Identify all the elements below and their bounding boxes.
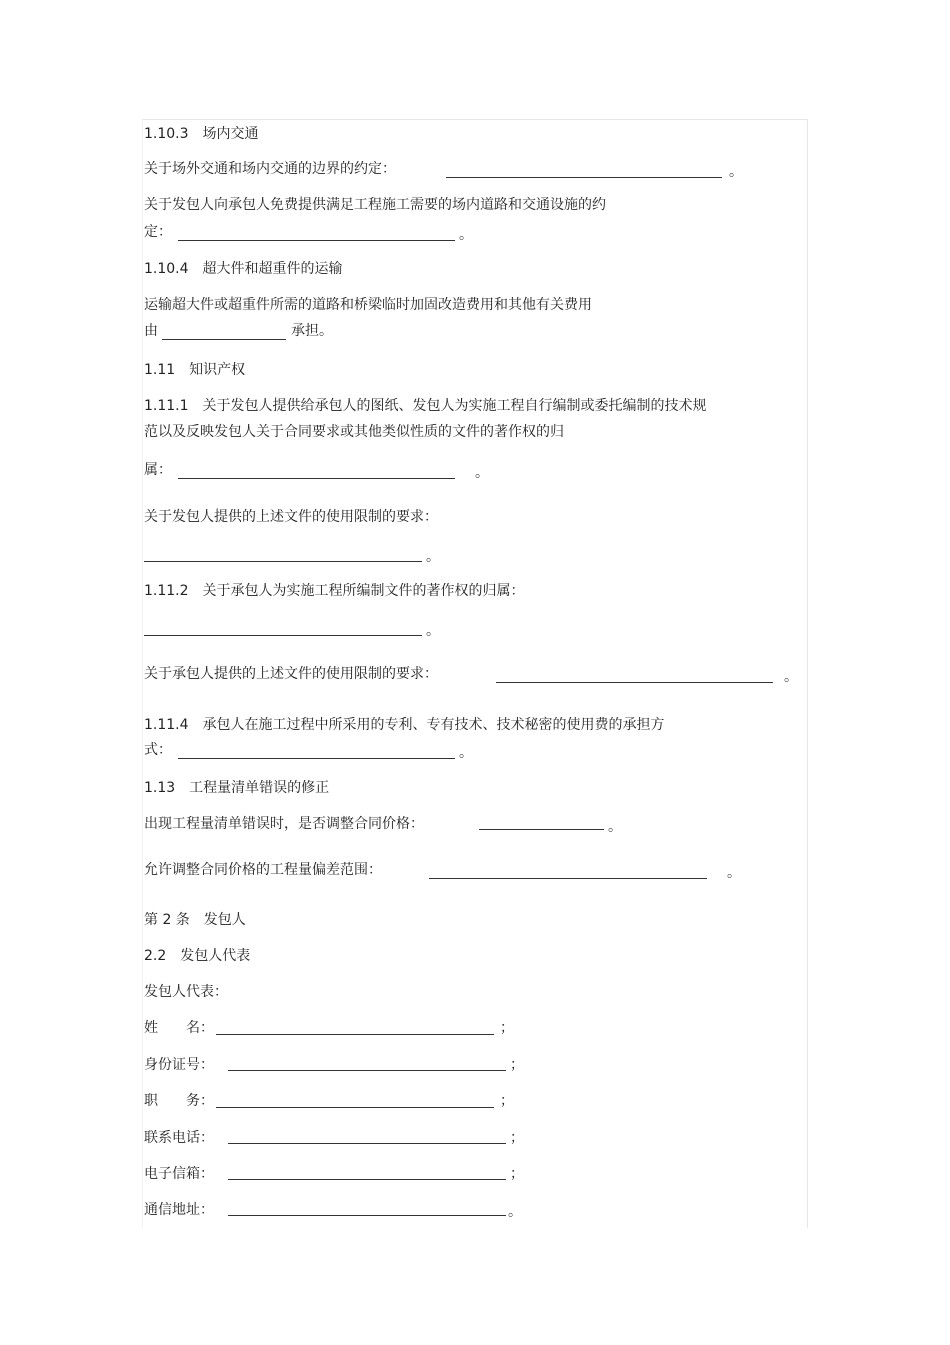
blank-email[interactable] (228, 1179, 506, 1180)
period: 。 (426, 623, 440, 639)
period: 。 (426, 549, 440, 565)
label-contractor-usage-limit: 关于承包人提供的上述文件的使用限制的要求： (144, 666, 438, 682)
section-1-11: 1.11 知识产权 (144, 362, 246, 378)
label-road-facilities-cont: 定： (144, 224, 172, 240)
field-label-email: 电子信箱： (144, 1166, 214, 1182)
blank-quantity-range[interactable] (429, 878, 707, 879)
label-transport-bear: 承担。 (291, 323, 333, 339)
blank-copyright-belong[interactable] (178, 478, 455, 479)
section-1-11-4: 1.11.4 承包人在施工过程中所采用的专利、专有技术、技术秘密的使用费的承担方 (144, 717, 665, 733)
label-quantity-range: 允许调整合同价格的工程量偏差范围： (144, 862, 382, 878)
blank-id[interactable] (228, 1070, 506, 1071)
semicolon: ； (510, 1130, 524, 1146)
blank-patent-fee[interactable] (178, 758, 455, 759)
period: 。 (459, 745, 473, 761)
section-1-11-4-cont: 式： (144, 742, 172, 758)
section-2-2: 2.2 发包人代表 (144, 948, 251, 964)
blank-name[interactable] (216, 1034, 494, 1035)
blank-address[interactable] (228, 1215, 506, 1216)
period: 。 (729, 164, 743, 180)
period: 。 (608, 819, 622, 835)
blank-road-facilities[interactable] (178, 240, 455, 241)
blank-traffic-boundary[interactable] (446, 177, 722, 178)
label-employer-rep: 发包人代表： (144, 984, 228, 1000)
blank-employer-usage-limit[interactable] (144, 561, 422, 562)
section-1-11-1-cont: 范以及反映发包人关于合同要求或其他类似性质的文件的著作权的归 (144, 424, 564, 440)
label-adjust-price: 出现工程量清单错误时，是否调整合同价格： (144, 816, 424, 832)
label-road-facilities: 关于发包人向承包人免费提供满足工程施工需要的场内道路和交通设施的约 (144, 197, 606, 213)
semicolon: ； (500, 1020, 514, 1036)
field-label-address: 通信地址： (144, 1202, 214, 1218)
semicolon: ； (500, 1093, 514, 1109)
section-1-13: 1.13 工程量清单错误的修正 (144, 780, 330, 796)
period: 。 (784, 669, 798, 685)
field-label-title: 职 务： (144, 1093, 214, 1109)
field-label-phone: 联系电话： (144, 1130, 214, 1146)
period: 。 (459, 227, 473, 243)
blank-contractor-usage-limit[interactable] (496, 682, 773, 683)
section-1-10-4: 1.10.4 超大件和超重件的运输 (144, 261, 343, 277)
label-employer-usage-limit: 关于发包人提供的上述文件的使用限制的要求： (144, 509, 438, 525)
section-1-11-2: 1.11.2 关于承包人为实施工程所编制文件的著作权的归属： (144, 583, 525, 599)
semicolon: ； (510, 1057, 524, 1073)
blank-phone[interactable] (228, 1143, 506, 1144)
label-transport-cost: 运输超大件或超重件所需的道路和桥梁临时加固改造费用和其他有关费用 (144, 297, 592, 313)
field-label-name: 姓 名： (144, 1020, 214, 1036)
blank-title[interactable] (216, 1107, 494, 1108)
period: 。 (508, 1204, 522, 1220)
blank-transport-bearer[interactable] (162, 339, 286, 340)
blank-adjust-price[interactable] (479, 829, 604, 830)
label-traffic-boundary: 关于场外交通和场内交通的边界的约定： (144, 161, 396, 177)
article-2-heading: 第 2 条 发包人 (144, 912, 246, 928)
label-copyright-belong: 属： (144, 462, 172, 478)
field-label-id: 身份证号： (144, 1057, 214, 1073)
section-1-11-1: 1.11.1 关于发包人提供给承包人的图纸、发包人为实施工程自行编制或委托编制的技术规 (144, 398, 707, 414)
blank-contractor-copyright[interactable] (144, 635, 422, 636)
label-transport-by: 由 (144, 323, 158, 339)
period: 。 (475, 465, 489, 481)
period: 。 (727, 865, 741, 881)
semicolon: ； (510, 1166, 524, 1182)
section-1-10-3: 1.10.3 场内交通 (144, 126, 259, 142)
